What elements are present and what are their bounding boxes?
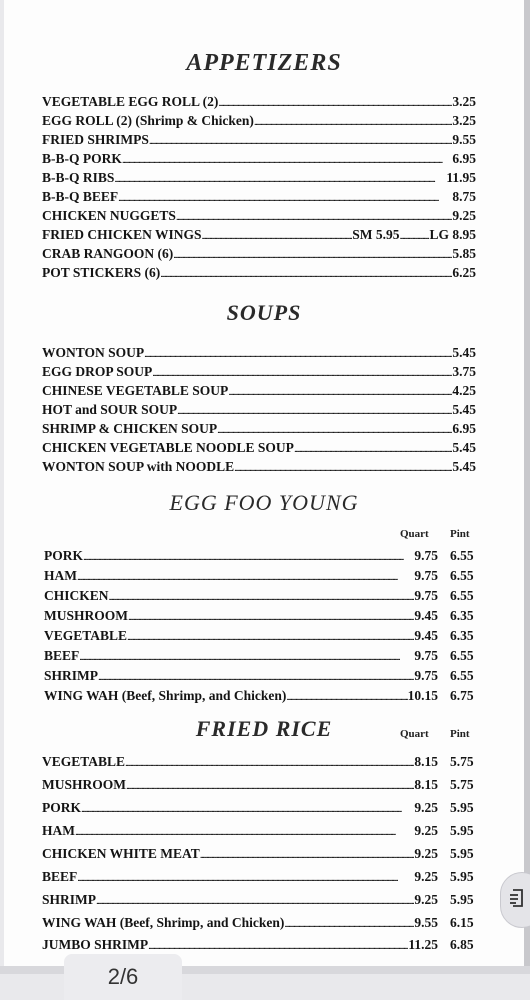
- item-price: 11.95: [446, 170, 476, 185]
- menu-row: [42, 892, 438, 908]
- item-price-quart: 9.25: [414, 892, 438, 907]
- item-price-pint: 6.55: [450, 588, 474, 603]
- menu-row: [44, 668, 438, 684]
- item-price-pint: 6.35: [450, 608, 474, 623]
- item-price-pint: 5.95: [450, 846, 474, 861]
- item-price-large: LG 8.95: [429, 227, 476, 242]
- item-price-quart: 9.45: [414, 608, 438, 623]
- fried-rice-heading: FRIED RICE: [195, 716, 333, 741]
- item-price-pint: 6.55: [450, 548, 474, 563]
- appetizers-heading: APPETIZERS: [186, 50, 342, 76]
- item-name: WONTON SOUP: [42, 345, 145, 360]
- item-name: CHICKEN NUGGETS: [42, 208, 176, 223]
- item-name: HAM: [42, 823, 75, 838]
- menu-row: [42, 246, 476, 262]
- item-price: 5.45: [452, 402, 476, 417]
- item-name: SHRIMP & CHICKEN SOUP: [42, 421, 218, 436]
- pint-column-header: Pint: [450, 528, 470, 540]
- soups-heading: SOUPS: [226, 300, 302, 325]
- page-indicator: 2/6: [64, 954, 182, 1000]
- item-price-pint: 6.55: [450, 668, 474, 683]
- pint-column-header: Pint: [450, 728, 470, 740]
- item-price: 5.45: [452, 345, 476, 360]
- item-name: VEGETABLE: [42, 754, 126, 769]
- menu-row: [42, 846, 438, 862]
- item-name: CHINESE VEGETABLE SOUP: [42, 383, 229, 398]
- item-name: PORK: [44, 548, 83, 563]
- item-name: WING WAH (Beef, Shrimp, and Chicken): [42, 915, 285, 930]
- page-edge: [524, 0, 530, 968]
- menu-row: [42, 800, 438, 816]
- menu-row: [44, 608, 438, 624]
- menu-row: [42, 440, 476, 456]
- item-price-pint: 5.95: [450, 800, 474, 815]
- item-price-quart: 9.25: [414, 823, 438, 838]
- item-name: HAM: [44, 568, 77, 583]
- item-price-pint: 6.75: [450, 688, 474, 703]
- menu-row: [42, 937, 438, 953]
- menu-row: [42, 208, 476, 224]
- menu-row: [42, 459, 476, 475]
- item-price-pint: 5.95: [450, 869, 474, 884]
- item-name: MUSHROOM: [42, 777, 126, 792]
- item-price-quart: 8.15: [414, 754, 438, 769]
- item-price: 3.25: [452, 94, 476, 109]
- item-price-quart: 9.25: [414, 846, 438, 861]
- item-price: 6.25: [452, 265, 476, 280]
- menu-row: [42, 227, 476, 243]
- item-name: VEGETABLE: [44, 628, 128, 643]
- item-price-pint: 5.75: [450, 754, 474, 769]
- item-name: EGG ROLL (2) (Shrimp & Chicken): [42, 113, 254, 128]
- item-price-quart: 9.25: [414, 869, 438, 884]
- menu-row: [44, 588, 438, 604]
- item-name: PORK: [42, 800, 81, 815]
- item-price-quart: 9.75: [414, 648, 438, 663]
- menu-row: [42, 823, 438, 839]
- item-name: FRIED CHICKEN WINGS: [42, 227, 202, 242]
- menu-row: [42, 915, 438, 931]
- item-name: B-B-Q PORK: [42, 151, 122, 166]
- menu-row: [44, 688, 438, 704]
- item-price: 5.45: [452, 440, 476, 455]
- item-price: 3.75: [452, 364, 476, 379]
- item-price: 9.25: [452, 208, 476, 223]
- item-price-quart: 9.45: [414, 628, 438, 643]
- item-price: 5.45: [452, 459, 476, 474]
- menu-row: [42, 151, 476, 167]
- item-price: 5.85: [452, 246, 476, 261]
- item-name: CHICKEN VEGETABLE NOODLE SOUP: [42, 440, 294, 455]
- menu-row: [42, 345, 476, 361]
- item-price-quart: 9.75: [414, 588, 438, 603]
- item-price-small: SM 5.95: [352, 227, 400, 242]
- quart-column-header: Quart: [400, 728, 429, 740]
- item-price-quart: 9.75: [414, 548, 438, 563]
- document-lines-icon: [509, 888, 525, 913]
- item-price-quart: 10.15: [407, 688, 438, 703]
- menu-row: [42, 402, 476, 418]
- item-name: BEEF: [44, 648, 80, 663]
- item-price-quart: 8.15: [414, 777, 438, 792]
- item-name: EGG DROP SOUP: [42, 364, 153, 379]
- item-price-pint: 5.75: [450, 777, 474, 792]
- item-name: SHRIMP: [44, 668, 98, 683]
- quart-column-header: Quart: [400, 528, 429, 540]
- menu-row: [42, 113, 476, 129]
- menu-row: [42, 869, 438, 885]
- menu-row: [42, 170, 476, 186]
- menu-row: [42, 777, 438, 793]
- menu-page: [4, 0, 525, 968]
- item-price-pint: 6.55: [450, 648, 474, 663]
- menu-row: [44, 548, 438, 564]
- menu-row: [42, 189, 476, 205]
- item-price-pint: 6.35: [450, 628, 474, 643]
- item-name: WING WAH (Beef, Shrimp, and Chicken): [44, 688, 287, 703]
- item-price: 6.95: [452, 151, 476, 166]
- item-name: FRIED SHRIMPS: [42, 132, 149, 147]
- item-price: 3.25: [452, 113, 476, 128]
- menu-row: [42, 754, 438, 770]
- item-name: SHRIMP: [42, 892, 96, 907]
- item-name: CHICKEN: [44, 588, 109, 603]
- item-price-quart: 11.25: [408, 937, 438, 952]
- menu-row: [42, 364, 476, 380]
- item-price-quart: 9.75: [414, 668, 438, 683]
- egg-foo-young-heading: EGG FOO YOUNG: [169, 490, 359, 515]
- item-name: BEEF: [42, 869, 78, 884]
- item-name: CHICKEN WHITE MEAT: [42, 846, 200, 861]
- item-name: JUMBO SHRIMP: [42, 937, 149, 952]
- item-name: MUSHROOM: [44, 608, 128, 623]
- menu-row: [42, 383, 476, 399]
- item-name: CRAB RANGOON (6): [42, 246, 174, 261]
- item-price-quart: 9.75: [414, 568, 438, 583]
- item-price: 9.55: [452, 132, 476, 147]
- item-price-pint: 6.15: [450, 915, 474, 930]
- item-name: HOT and SOUR SOUP: [42, 402, 178, 417]
- item-price-pint: 6.55: [450, 568, 474, 583]
- item-name: WONTON SOUP with NOODLE: [42, 459, 235, 474]
- item-price: 8.75: [452, 189, 476, 204]
- item-name: POT STICKERS (6): [42, 265, 161, 280]
- item-price-quart: 9.55: [414, 915, 438, 930]
- menu-row: [42, 94, 476, 110]
- item-price-pint: 6.85: [450, 937, 474, 952]
- menu-row: [42, 265, 476, 281]
- floating-action-button[interactable]: [500, 872, 530, 928]
- item-name: B-B-Q RIBS: [42, 170, 115, 185]
- menu-row: [42, 421, 476, 437]
- menu-row: [44, 568, 438, 584]
- item-name: B-B-Q BEEF: [42, 189, 119, 204]
- item-price-quart: 9.25: [414, 800, 438, 815]
- menu-row: [44, 648, 438, 664]
- menu-row: [42, 132, 476, 148]
- item-name: VEGETABLE EGG ROLL (2): [42, 94, 219, 109]
- item-price-pint: 5.95: [450, 823, 474, 838]
- item-price: 6.95: [452, 421, 476, 436]
- item-price: 4.25: [452, 383, 476, 398]
- menu-row: [44, 628, 438, 644]
- item-price-pint: 5.95: [450, 892, 474, 907]
